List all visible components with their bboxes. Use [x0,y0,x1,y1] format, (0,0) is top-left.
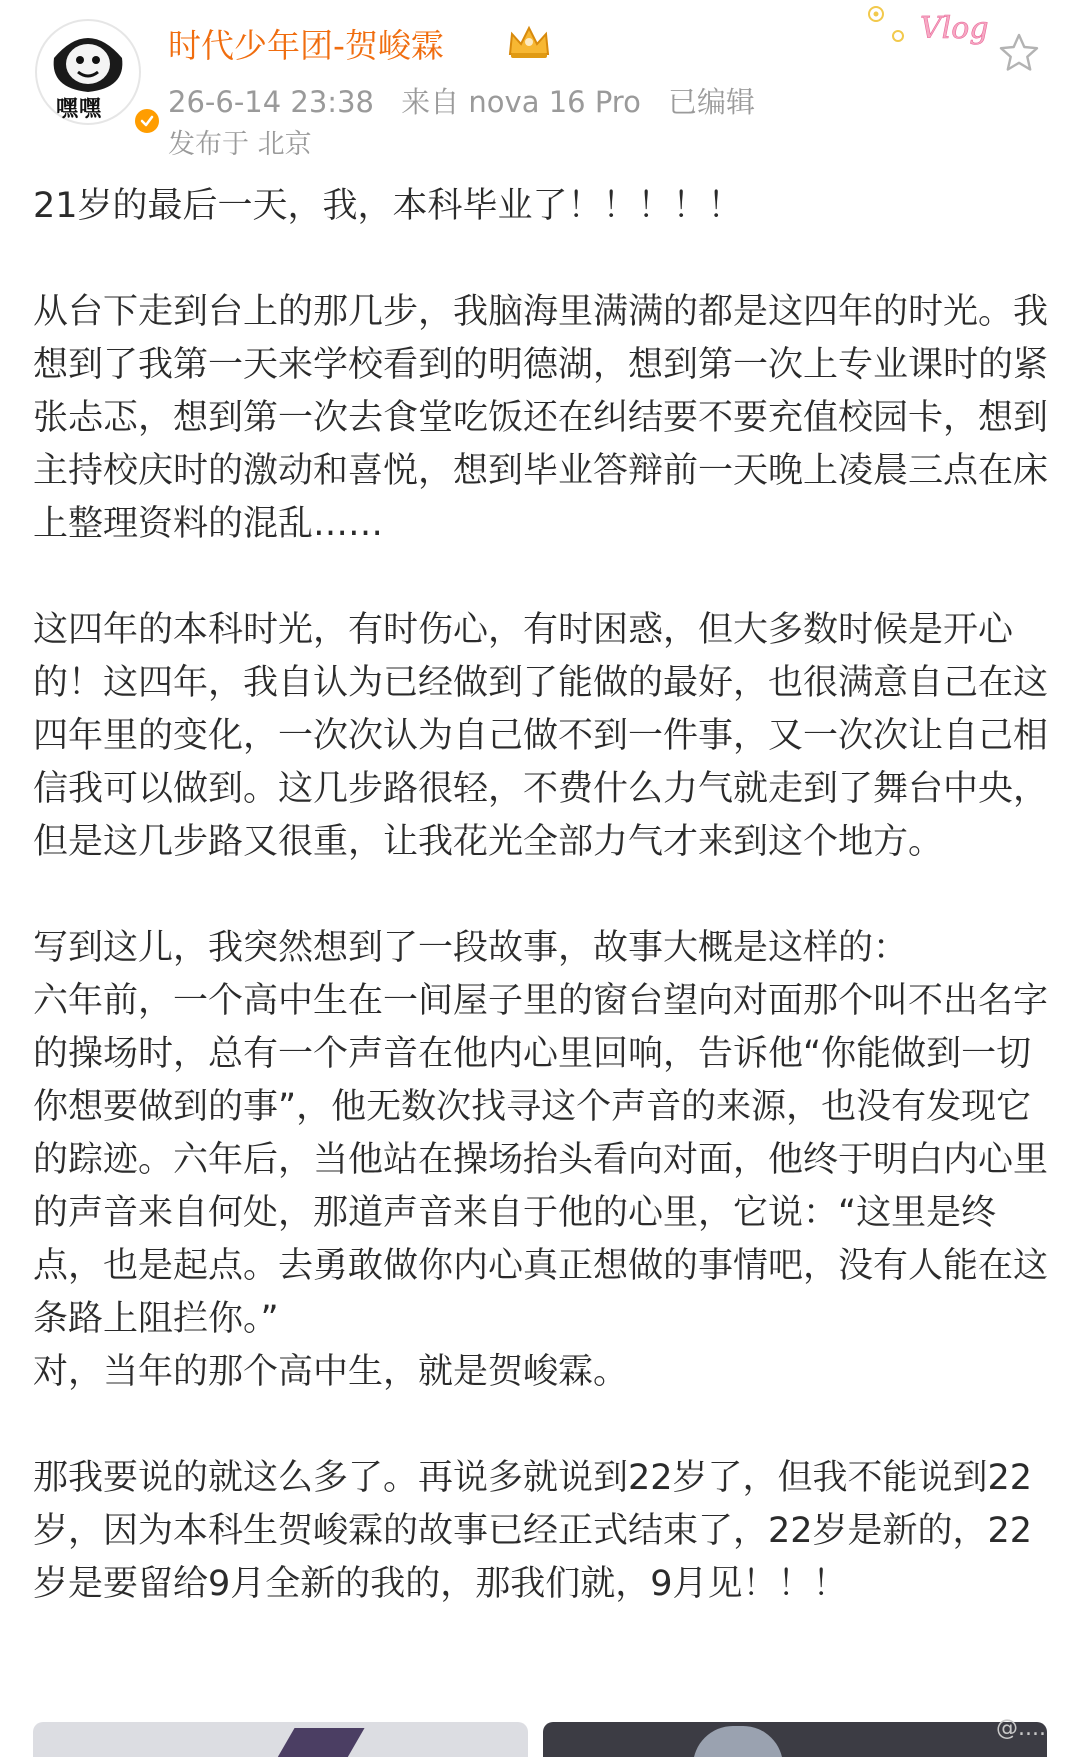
username[interactable]: 时代少年团-贺峻霖 [168,26,444,65]
post-location: 发布于 北京 [168,129,312,160]
crown-icon [506,24,552,60]
post-body [33,180,1053,1611]
post-paragraph-4: 写到这儿，我突然想到了一段故事，故事大概是这样的： 六年前，一个高中生在一间屋子里的窗台望向对面那个叫不出名字的操场时，总有一个声音在他内心里回响，告诉他“你能做到一切你想要做到的事”，他无数次找寻这个声音的来源，也没有发现它的踪迹。六年后，当他站在操场抬头看向对面，他终于明白内心里的声音来自何处，那道声音来自于他的心里，它说：“这里是终点，也是起点。去勇敢做你内心真正想做的事情吧，没有人能在这条路上阻拦你。” 对，当年的那个高中生，就是贺峻霖。 [33,928,1049,1392]
post-image-1[interactable] [33,1722,528,1757]
post-paragraph-1: 21岁的最后一天，我，本科毕业了！！！！！ [33,186,743,226]
post-paragraph-3: 这四年的本科时光，有时伤心，有时困惑，但大多数时候是开心的！这四年，我自认为已经做到了能做的最好，也很满意自己在这四年里的变化，一次次认为自己做不到一件事，又一次次让自己相信我可以做到。这几步路很轻，不费什么力气就走到了舞台中央，但是这几步路又很重，让我花光全部力气才来到这个地方。 [33,610,1049,862]
user-avatar[interactable] [34,18,142,126]
post-timestamp: 26-6-14 23:38 [168,85,374,119]
post-image-2[interactable] [543,1722,1047,1757]
edited-label[interactable]: 已编辑 [668,85,756,119]
post-paragraph-5: 那我要说的就这么多了。再说多就说到22岁了，但我不能说到22岁，因为本科生贺峻霖的故事已经正式结束了，22岁是新的，22岁是要留给9月全新的我的，那我们就，9月见！！！ [33,1458,1033,1604]
verified-badge-icon [132,106,162,136]
post-image-grid [33,1722,1047,1757]
vlog-sticker [858,0,1008,56]
watermark: @.... [996,1716,1046,1741]
post-meta [168,80,773,121]
avatar-caption: 嘿嘿 [56,97,103,122]
favorite-star-icon[interactable] [996,30,1042,76]
vlog-sticker-text: Vlog [920,11,989,46]
flower-doodle-icon [869,7,903,41]
post-source: 来自 nova 16 Pro [401,85,641,119]
post-paragraph-2: 从台下走到台上的那几步，我脑海里满满的都是这四年的时光。我想到了我第一天来学校看到的明德湖，想到第一次上专业课时的紧张忐忑，想到第一次去食堂吃饭还在纠结要不要充值校园卡，想到主持校庆时的激动和喜悦，想到毕业答辩前一天晚上凌晨三点在床上整理资料的混乱…… [33,292,1049,544]
post-header [0,0,1080,165]
